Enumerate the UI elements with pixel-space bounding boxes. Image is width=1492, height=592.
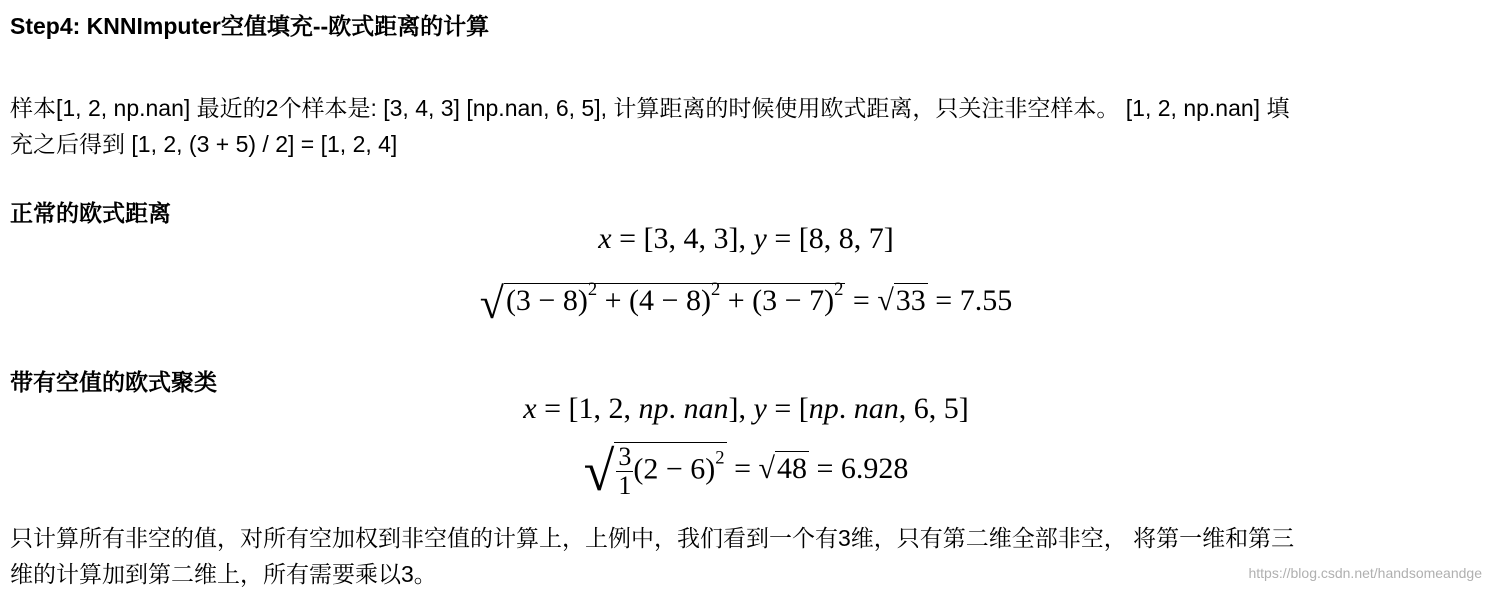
watermark: https://blog.csdn.net/handsomeandge	[1248, 565, 1482, 581]
equation-vectors-nan: x = [1, 2, np. nan], y = [np. nan, 6, 5]	[523, 392, 969, 425]
distance-result: 7.55	[959, 284, 1013, 317]
weight-fraction: $\frac{3}{1}$	[618, 441, 632, 500]
equation-nan-distance: √ $\frac{3}{1}$ $(2 - 6)^2 = √48 = 6.928$	[583, 441, 909, 503]
paragraph-line-2: 充之后得到 [1, 2, (3 + 5) / 2] = [1, 2, 4]	[10, 131, 398, 157]
sqrt-result: √33	[877, 284, 926, 317]
equation-normal-distance: $√(3 - 8)^2 + (4 - 8)^2 + (3 - 7)^2 = √33 = 7.55$	[479, 279, 1013, 328]
equation-vectors-normal: x = [3, 4, 3], y = [8, 8, 7]	[598, 222, 894, 255]
sqrt-expression: $√(3 - 8)^2 + (4 - 8)^2 + (3 - 7)^2$	[479, 279, 844, 328]
paragraph-line-1: 样本[1, 2, np.nan] 最近的2个样本是: [3, 4, 3] [np.nan, 6, 5], 计算距离的时候使用欧式距离，只关注非空样本。 [1, 2, np.nan] 填	[10, 95, 1290, 121]
section-heading-nan-distance: 带有空值的欧式聚类	[10, 369, 217, 395]
sqrt-result-nan: √48	[758, 452, 807, 485]
distance-result-nan: 6.928	[840, 452, 909, 485]
section-heading-normal-distance: 正常的欧式距离	[10, 200, 171, 226]
sqrt-weighted-expression: √ $\frac{3}{1}$ $(2 - 6)^2$	[583, 441, 725, 503]
paragraph-knn-explanation	[10, 90, 1289, 162]
paragraph2-line-1: 只计算所有非空的值，对所有空加权到非空值的计算上，上例中，我们看到一个有3维，只有第二维全部非空， 将第一维和第三	[10, 525, 1295, 551]
paragraph-weighting-explanation	[10, 520, 1294, 592]
section-heading-step4: Step4: KNNImputer空值填充--欧式距离的计算	[10, 13, 490, 39]
paragraph2-line-2: 维的计算加到第二维上，所有需要乘以3。	[10, 561, 437, 587]
